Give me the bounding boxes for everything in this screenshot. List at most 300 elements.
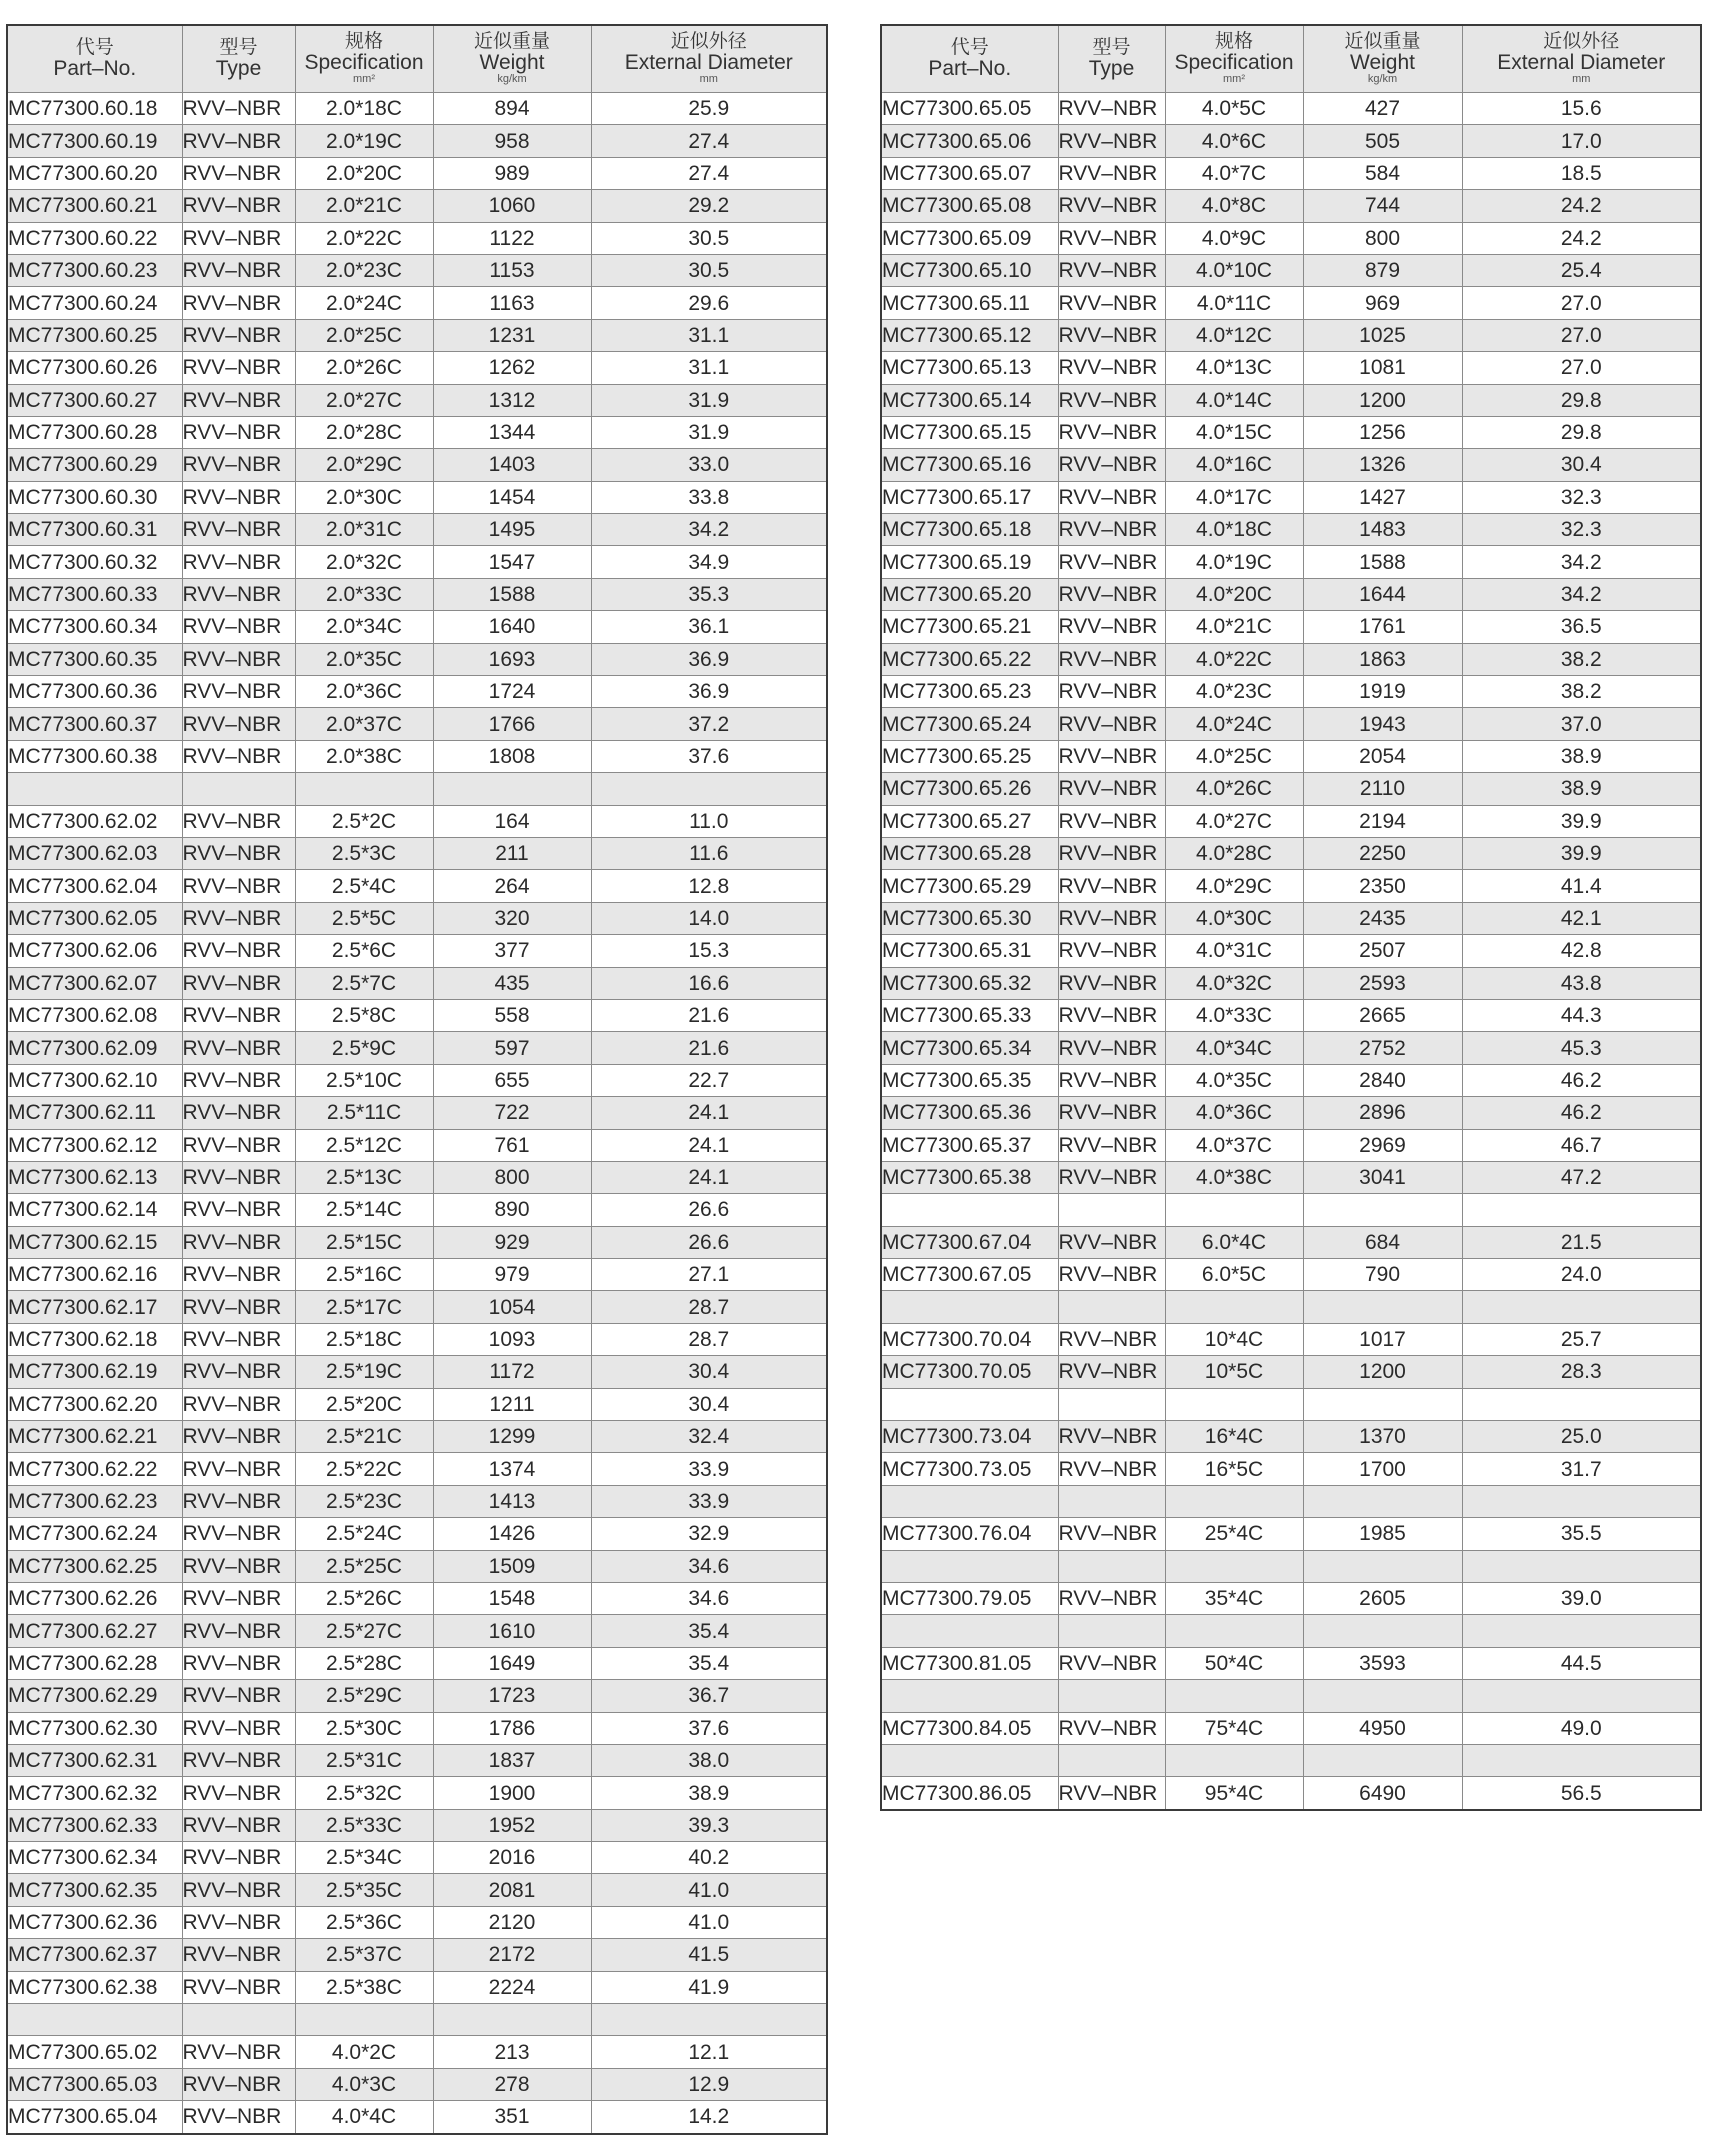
cell-specification: 4.0*35C [1165, 1064, 1303, 1096]
cell-type: RVV–NBR [1058, 740, 1165, 772]
cell-weight: 427 [1303, 93, 1462, 125]
cell-part-no: MC77300.86.05 [881, 1777, 1058, 1810]
table-row [7, 125, 827, 157]
cell-specification: 2.0*34C [295, 611, 433, 643]
cell-type: RVV–NBR [182, 1194, 295, 1226]
cell-specification: 2.5*21C [295, 1421, 433, 1453]
cell-weight: 989 [433, 157, 591, 189]
cell-weight: 1299 [433, 1421, 591, 1453]
cell-part-no: MC77300.60.28 [7, 416, 182, 448]
table-row [7, 1906, 827, 1938]
cell-type: RVV–NBR [1058, 1161, 1165, 1193]
cell-type: RVV–NBR [1058, 190, 1165, 222]
cell-specification: 4.0*28C [1165, 837, 1303, 869]
cell-weight: 1426 [433, 1518, 591, 1550]
cell-weight: 211 [433, 837, 591, 869]
cell-type: RVV–NBR [182, 1874, 295, 1906]
cell-external-diameter: 38.2 [1462, 676, 1701, 708]
table-row [881, 125, 1701, 157]
cell-specification: 2.0*31C [295, 514, 433, 546]
cell-external-diameter: 46.2 [1462, 1097, 1701, 1129]
table-row [7, 676, 827, 708]
cell-part-no: MC77300.62.34 [7, 1842, 182, 1874]
table-row [7, 157, 827, 189]
cell-external-diameter: 36.5 [1462, 611, 1701, 643]
cell-weight: 2896 [1303, 1097, 1462, 1129]
cell-external-diameter: 24.2 [1462, 222, 1701, 254]
table-row [7, 1582, 827, 1614]
cell-weight: 1693 [433, 643, 591, 675]
cell-type: RVV–NBR [182, 1971, 295, 2003]
cell-external-diameter [1462, 1291, 1701, 1323]
cell-external-diameter: 33.9 [591, 1485, 827, 1517]
cell-type: RVV–NBR [182, 1323, 295, 1355]
cell-type: RVV–NBR [1058, 578, 1165, 610]
cell-type: RVV–NBR [182, 125, 295, 157]
table-row [7, 1939, 827, 1971]
table-row [881, 1064, 1701, 1096]
cell-external-diameter: 46.2 [1462, 1064, 1701, 1096]
cell-type: RVV–NBR [182, 578, 295, 610]
cell-type: RVV–NBR [1058, 1032, 1165, 1064]
table-row [7, 319, 827, 351]
cell-type [182, 2004, 295, 2036]
table-row [881, 546, 1701, 578]
cell-external-diameter: 34.9 [591, 546, 827, 578]
cell-part-no: MC77300.73.04 [881, 1421, 1058, 1453]
table-row [7, 1323, 827, 1355]
cell-part-no: MC77300.65.17 [881, 481, 1058, 513]
cell-type: RVV–NBR [1058, 481, 1165, 513]
cell-type: RVV–NBR [1058, 352, 1165, 384]
cell-external-diameter: 25.9 [591, 93, 827, 125]
cell-part-no: MC77300.60.37 [7, 708, 182, 740]
cell-external-diameter: 14.2 [591, 2101, 827, 2134]
table-row [7, 190, 827, 222]
cell-weight: 879 [1303, 254, 1462, 286]
cell-type: RVV–NBR [182, 1550, 295, 1582]
cell-weight: 2752 [1303, 1032, 1462, 1064]
cell-type: RVV–NBR [182, 1647, 295, 1679]
cell-specification: 4.0*2C [295, 2036, 433, 2068]
cell-type: RVV–NBR [1058, 319, 1165, 351]
cell-external-diameter: 33.9 [591, 1453, 827, 1485]
table-row [881, 578, 1701, 610]
cell-part-no: MC77300.62.16 [7, 1259, 182, 1291]
cell-weight: 2840 [1303, 1064, 1462, 1096]
cell-specification: 2.5*31C [295, 1744, 433, 1776]
table-row [7, 1777, 827, 1809]
table-row [881, 999, 1701, 1031]
table-row [881, 254, 1701, 286]
cell-part-no: MC77300.65.10 [881, 254, 1058, 286]
cell-type: RVV–NBR [182, 93, 295, 125]
table-row [881, 1323, 1701, 1355]
cell-type [182, 773, 295, 805]
cell-specification: 2.0*23C [295, 254, 433, 286]
cell-part-no: MC77300.60.23 [7, 254, 182, 286]
cell-type: RVV–NBR [1058, 287, 1165, 319]
cell-type: RVV–NBR [1058, 1518, 1165, 1550]
cell-specification: 2.5*18C [295, 1323, 433, 1355]
cell-external-diameter: 24.1 [591, 1129, 827, 1161]
cell-external-diameter: 47.2 [1462, 1161, 1701, 1193]
cell-type: RVV–NBR [182, 481, 295, 513]
table-spacer-row [881, 1615, 1701, 1647]
table-row [881, 1356, 1701, 1388]
table-row [7, 449, 827, 481]
cell-part-no [881, 1485, 1058, 1517]
cell-weight: 1200 [1303, 384, 1462, 416]
cell-specification: 2.5*2C [295, 805, 433, 837]
cell-external-diameter: 35.4 [591, 1615, 827, 1647]
cell-weight: 1900 [433, 1777, 591, 1809]
table-row [7, 1809, 827, 1841]
cell-external-diameter: 27.0 [1462, 319, 1701, 351]
cell-external-diameter: 34.6 [591, 1582, 827, 1614]
cell-specification: 2.5*34C [295, 1842, 433, 1874]
cell-type: RVV–NBR [1058, 611, 1165, 643]
cell-part-no: MC77300.60.38 [7, 740, 182, 772]
cell-external-diameter: 42.8 [1462, 935, 1701, 967]
cell-part-no: MC77300.62.27 [7, 1615, 182, 1647]
cell-part-no: MC77300.62.02 [7, 805, 182, 837]
cell-external-diameter: 27.1 [591, 1259, 827, 1291]
cell-specification: 4.0*23C [1165, 676, 1303, 708]
cell-external-diameter: 25.7 [1462, 1323, 1701, 1355]
cell-part-no: MC77300.60.26 [7, 352, 182, 384]
table-row [881, 287, 1701, 319]
header-weight: 近似重量 Weight kg/km [433, 25, 591, 93]
table-spacer-row [881, 1388, 1701, 1420]
cell-type: RVV–NBR [182, 1744, 295, 1776]
cell-type: RVV–NBR [1058, 449, 1165, 481]
cell-specification: 2.5*7C [295, 967, 433, 999]
cell-part-no [881, 1680, 1058, 1712]
cell-type: RVV–NBR [182, 1615, 295, 1647]
cell-type [1058, 1194, 1165, 1226]
cell-type: RVV–NBR [1058, 222, 1165, 254]
cell-specification [1165, 1388, 1303, 1420]
cell-specification: 4.0*34C [1165, 1032, 1303, 1064]
cell-type: RVV–NBR [182, 1453, 295, 1485]
cell-type: RVV–NBR [1058, 1129, 1165, 1161]
cell-specification: 2.0*25C [295, 319, 433, 351]
cell-weight: 2350 [1303, 870, 1462, 902]
cell-type [1058, 1744, 1165, 1776]
cell-external-diameter: 44.5 [1462, 1647, 1701, 1679]
cell-weight: 890 [433, 1194, 591, 1226]
table-row [7, 2068, 827, 2100]
cell-specification: 2.5*13C [295, 1161, 433, 1193]
cell-external-diameter: 32.3 [1462, 514, 1701, 546]
cell-weight: 1483 [1303, 514, 1462, 546]
cell-part-no: MC77300.62.15 [7, 1226, 182, 1258]
table-row [881, 708, 1701, 740]
cell-weight: 6490 [1303, 1777, 1462, 1810]
header-part-no: 代号 Part–No. [7, 25, 182, 93]
cell-specification: 50*4C [1165, 1647, 1303, 1679]
cell-type: RVV–NBR [1058, 676, 1165, 708]
cell-external-diameter: 30.5 [591, 254, 827, 286]
cell-specification: 2.5*6C [295, 935, 433, 967]
cell-external-diameter: 27.4 [591, 157, 827, 189]
cell-part-no: MC77300.60.18 [7, 93, 182, 125]
cell-type: RVV–NBR [182, 287, 295, 319]
cell-specification: 2.5*26C [295, 1582, 433, 1614]
table-row [7, 352, 827, 384]
table-row [7, 1712, 827, 1744]
cell-external-diameter: 25.0 [1462, 1421, 1701, 1453]
cell-part-no: MC77300.60.24 [7, 287, 182, 319]
cell-part-no: MC77300.60.30 [7, 481, 182, 513]
cell-part-no: MC77300.65.08 [881, 190, 1058, 222]
cell-specification: 2.5*22C [295, 1453, 433, 1485]
cell-part-no: MC77300.62.09 [7, 1032, 182, 1064]
cell-weight: 2110 [1303, 773, 1462, 805]
cell-type: RVV–NBR [1058, 384, 1165, 416]
cell-weight: 1588 [433, 578, 591, 610]
cell-weight: 1060 [433, 190, 591, 222]
cell-part-no: MC77300.60.33 [7, 578, 182, 610]
cell-part-no: MC77300.62.06 [7, 935, 182, 967]
cell-specification: 2.5*10C [295, 1064, 433, 1096]
cell-weight: 1427 [1303, 481, 1462, 513]
cell-weight: 655 [433, 1064, 591, 1096]
cell-external-diameter: 26.6 [591, 1194, 827, 1226]
cell-specification: 4.0*31C [1165, 935, 1303, 967]
cell-external-diameter: 36.7 [591, 1680, 827, 1712]
cell-part-no: MC77300.67.04 [881, 1226, 1058, 1258]
table-row [7, 1129, 827, 1161]
table-row [881, 384, 1701, 416]
cell-type: RVV–NBR [182, 1064, 295, 1096]
table-spacer-row [881, 1744, 1701, 1776]
cell-type [1058, 1550, 1165, 1582]
cell-type: RVV–NBR [1058, 125, 1165, 157]
cell-weight: 1054 [433, 1291, 591, 1323]
cell-weight: 1952 [433, 1809, 591, 1841]
cell-specification: 4.0*4C [295, 2101, 433, 2134]
cell-weight: 2507 [1303, 935, 1462, 967]
cell-specification: 2.0*37C [295, 708, 433, 740]
cell-type: RVV–NBR [1058, 1097, 1165, 1129]
cell-external-diameter: 18.5 [1462, 157, 1701, 189]
cell-specification: 2.0*30C [295, 481, 433, 513]
cell-weight: 1256 [1303, 416, 1462, 448]
cell-external-diameter: 27.4 [591, 125, 827, 157]
cell-weight: 1093 [433, 1323, 591, 1355]
cell-specification: 95*4C [1165, 1777, 1303, 1810]
cell-type: RVV–NBR [182, 1421, 295, 1453]
cell-type: RVV–NBR [1058, 416, 1165, 448]
cell-specification: 2.5*4C [295, 870, 433, 902]
cell-weight: 1724 [433, 676, 591, 708]
cell-external-diameter: 35.4 [591, 1647, 827, 1679]
cell-weight: 558 [433, 999, 591, 1031]
cell-type: RVV–NBR [1058, 837, 1165, 869]
cell-specification: 2.5*12C [295, 1129, 433, 1161]
cell-type: RVV–NBR [182, 1582, 295, 1614]
cell-part-no: MC77300.60.20 [7, 157, 182, 189]
table-row [7, 1971, 827, 2003]
cell-specification: 4.0*17C [1165, 481, 1303, 513]
table-row [881, 1097, 1701, 1129]
cell-specification: 4.0*6C [1165, 125, 1303, 157]
cell-specification: 4.0*13C [1165, 352, 1303, 384]
cell-type: RVV–NBR [182, 1291, 295, 1323]
cell-part-no: MC77300.65.34 [881, 1032, 1058, 1064]
table-row [7, 546, 827, 578]
table-row [7, 1064, 827, 1096]
cell-part-no [881, 1291, 1058, 1323]
cell-specification [1165, 1550, 1303, 1582]
cell-part-no: MC77300.65.25 [881, 740, 1058, 772]
table-row [7, 1356, 827, 1388]
cell-part-no: MC77300.79.05 [881, 1582, 1058, 1614]
header-type: 型号 Type [1058, 25, 1165, 93]
cell-specification: 4.0*32C [1165, 967, 1303, 999]
cell-part-no: MC77300.62.18 [7, 1323, 182, 1355]
cell-external-diameter: 44.3 [1462, 999, 1701, 1031]
cell-external-diameter: 29.8 [1462, 416, 1701, 448]
cell-weight: 1200 [1303, 1356, 1462, 1388]
table-row [881, 805, 1701, 837]
cell-type: RVV–NBR [182, 449, 295, 481]
table-spacer-row [881, 1194, 1701, 1226]
cell-external-diameter: 28.7 [591, 1323, 827, 1355]
cell-weight: 1211 [433, 1388, 591, 1420]
cell-specification: 4.0*3C [295, 2068, 433, 2100]
cell-part-no: MC77300.65.03 [7, 2068, 182, 2100]
header-specification: 规格 Specification mm² [295, 25, 433, 93]
cell-weight [1303, 1291, 1462, 1323]
cell-external-diameter: 11.0 [591, 805, 827, 837]
cell-specification: 4.0*14C [1165, 384, 1303, 416]
cell-type [1058, 1388, 1165, 1420]
cell-weight: 1454 [433, 481, 591, 513]
cell-part-no: MC77300.60.36 [7, 676, 182, 708]
cell-external-diameter: 49.0 [1462, 1712, 1701, 1744]
cell-part-no: MC77300.65.32 [881, 967, 1058, 999]
cell-weight: 2250 [1303, 837, 1462, 869]
cell-external-diameter: 34.2 [591, 514, 827, 546]
cell-type: RVV–NBR [1058, 157, 1165, 189]
cell-part-no: MC77300.60.27 [7, 384, 182, 416]
cell-part-no: MC77300.62.11 [7, 1097, 182, 1129]
cell-type [1058, 1680, 1165, 1712]
cell-type: RVV–NBR [182, 1939, 295, 1971]
cell-weight [433, 2004, 591, 2036]
cell-type: RVV–NBR [1058, 254, 1165, 286]
cell-weight: 1548 [433, 1582, 591, 1614]
cell-specification: 2.5*9C [295, 1032, 433, 1064]
cell-specification: 2.5*5C [295, 902, 433, 934]
cell-weight: 1766 [433, 708, 591, 740]
cell-specification: 10*5C [1165, 1356, 1303, 1388]
cell-external-diameter: 30.4 [591, 1388, 827, 1420]
cell-specification: 2.5*15C [295, 1226, 433, 1258]
cell-specification: 4.0*30C [1165, 902, 1303, 934]
cell-external-diameter: 38.9 [1462, 773, 1701, 805]
cell-external-diameter [591, 2004, 827, 2036]
table-row [7, 708, 827, 740]
cell-part-no: MC77300.62.28 [7, 1647, 182, 1679]
cell-weight: 1919 [1303, 676, 1462, 708]
cell-weight: 351 [433, 2101, 591, 2134]
cell-weight: 1122 [433, 222, 591, 254]
table-row [881, 93, 1701, 125]
cell-weight: 894 [433, 93, 591, 125]
table-row [7, 481, 827, 513]
cell-specification: 4.0*5C [1165, 93, 1303, 125]
cell-part-no: MC77300.62.29 [7, 1680, 182, 1712]
table-row [7, 999, 827, 1031]
cell-specification: 4.0*33C [1165, 999, 1303, 1031]
cell-external-diameter: 41.4 [1462, 870, 1701, 902]
cell-specification: 2.5*24C [295, 1518, 433, 1550]
table-spacer-row [881, 1291, 1701, 1323]
cell-external-diameter: 16.6 [591, 967, 827, 999]
cell-part-no [881, 1550, 1058, 1582]
cell-part-no [7, 2004, 182, 2036]
cell-weight: 2224 [433, 1971, 591, 2003]
cell-type: RVV–NBR [182, 1388, 295, 1420]
cell-weight: 377 [433, 935, 591, 967]
cell-specification: 4.0*9C [1165, 222, 1303, 254]
table-row [7, 1032, 827, 1064]
cell-part-no: MC77300.62.37 [7, 1939, 182, 1971]
cell-weight: 1163 [433, 287, 591, 319]
cell-type: RVV–NBR [182, 902, 295, 934]
cell-weight: 278 [433, 2068, 591, 2100]
cell-type: RVV–NBR [1058, 902, 1165, 934]
cell-part-no: MC77300.65.21 [881, 611, 1058, 643]
cell-part-no: MC77300.62.30 [7, 1712, 182, 1744]
cell-type: RVV–NBR [182, 1226, 295, 1258]
table-row [881, 1226, 1701, 1258]
cell-specification: 2.0*32C [295, 546, 433, 578]
cell-part-no: MC77300.70.04 [881, 1323, 1058, 1355]
cell-weight [1303, 1194, 1462, 1226]
cell-external-diameter: 24.0 [1462, 1259, 1701, 1291]
cell-type: RVV–NBR [1058, 870, 1165, 902]
cell-part-no: MC77300.67.05 [881, 1259, 1058, 1291]
table-row [881, 643, 1701, 675]
cell-weight: 684 [1303, 1226, 1462, 1258]
cell-weight: 1374 [433, 1453, 591, 1485]
table-row [7, 1874, 827, 1906]
table-row [7, 1259, 827, 1291]
cell-part-no: MC77300.62.24 [7, 1518, 182, 1550]
cell-part-no: MC77300.65.18 [881, 514, 1058, 546]
cell-part-no: MC77300.65.38 [881, 1161, 1058, 1193]
cell-external-diameter: 34.2 [1462, 546, 1701, 578]
cell-weight: 1153 [433, 254, 591, 286]
cell-type: RVV–NBR [182, 1356, 295, 1388]
cell-specification: 4.0*26C [1165, 773, 1303, 805]
table-row [7, 611, 827, 643]
cell-type: RVV–NBR [1058, 935, 1165, 967]
cell-part-no: MC77300.81.05 [881, 1647, 1058, 1679]
table-row [7, 384, 827, 416]
table-row [881, 222, 1701, 254]
cell-type: RVV–NBR [182, 1712, 295, 1744]
cell-weight: 1943 [1303, 708, 1462, 740]
cell-external-diameter: 12.8 [591, 870, 827, 902]
cell-weight [1303, 1615, 1462, 1647]
cell-weight: 435 [433, 967, 591, 999]
